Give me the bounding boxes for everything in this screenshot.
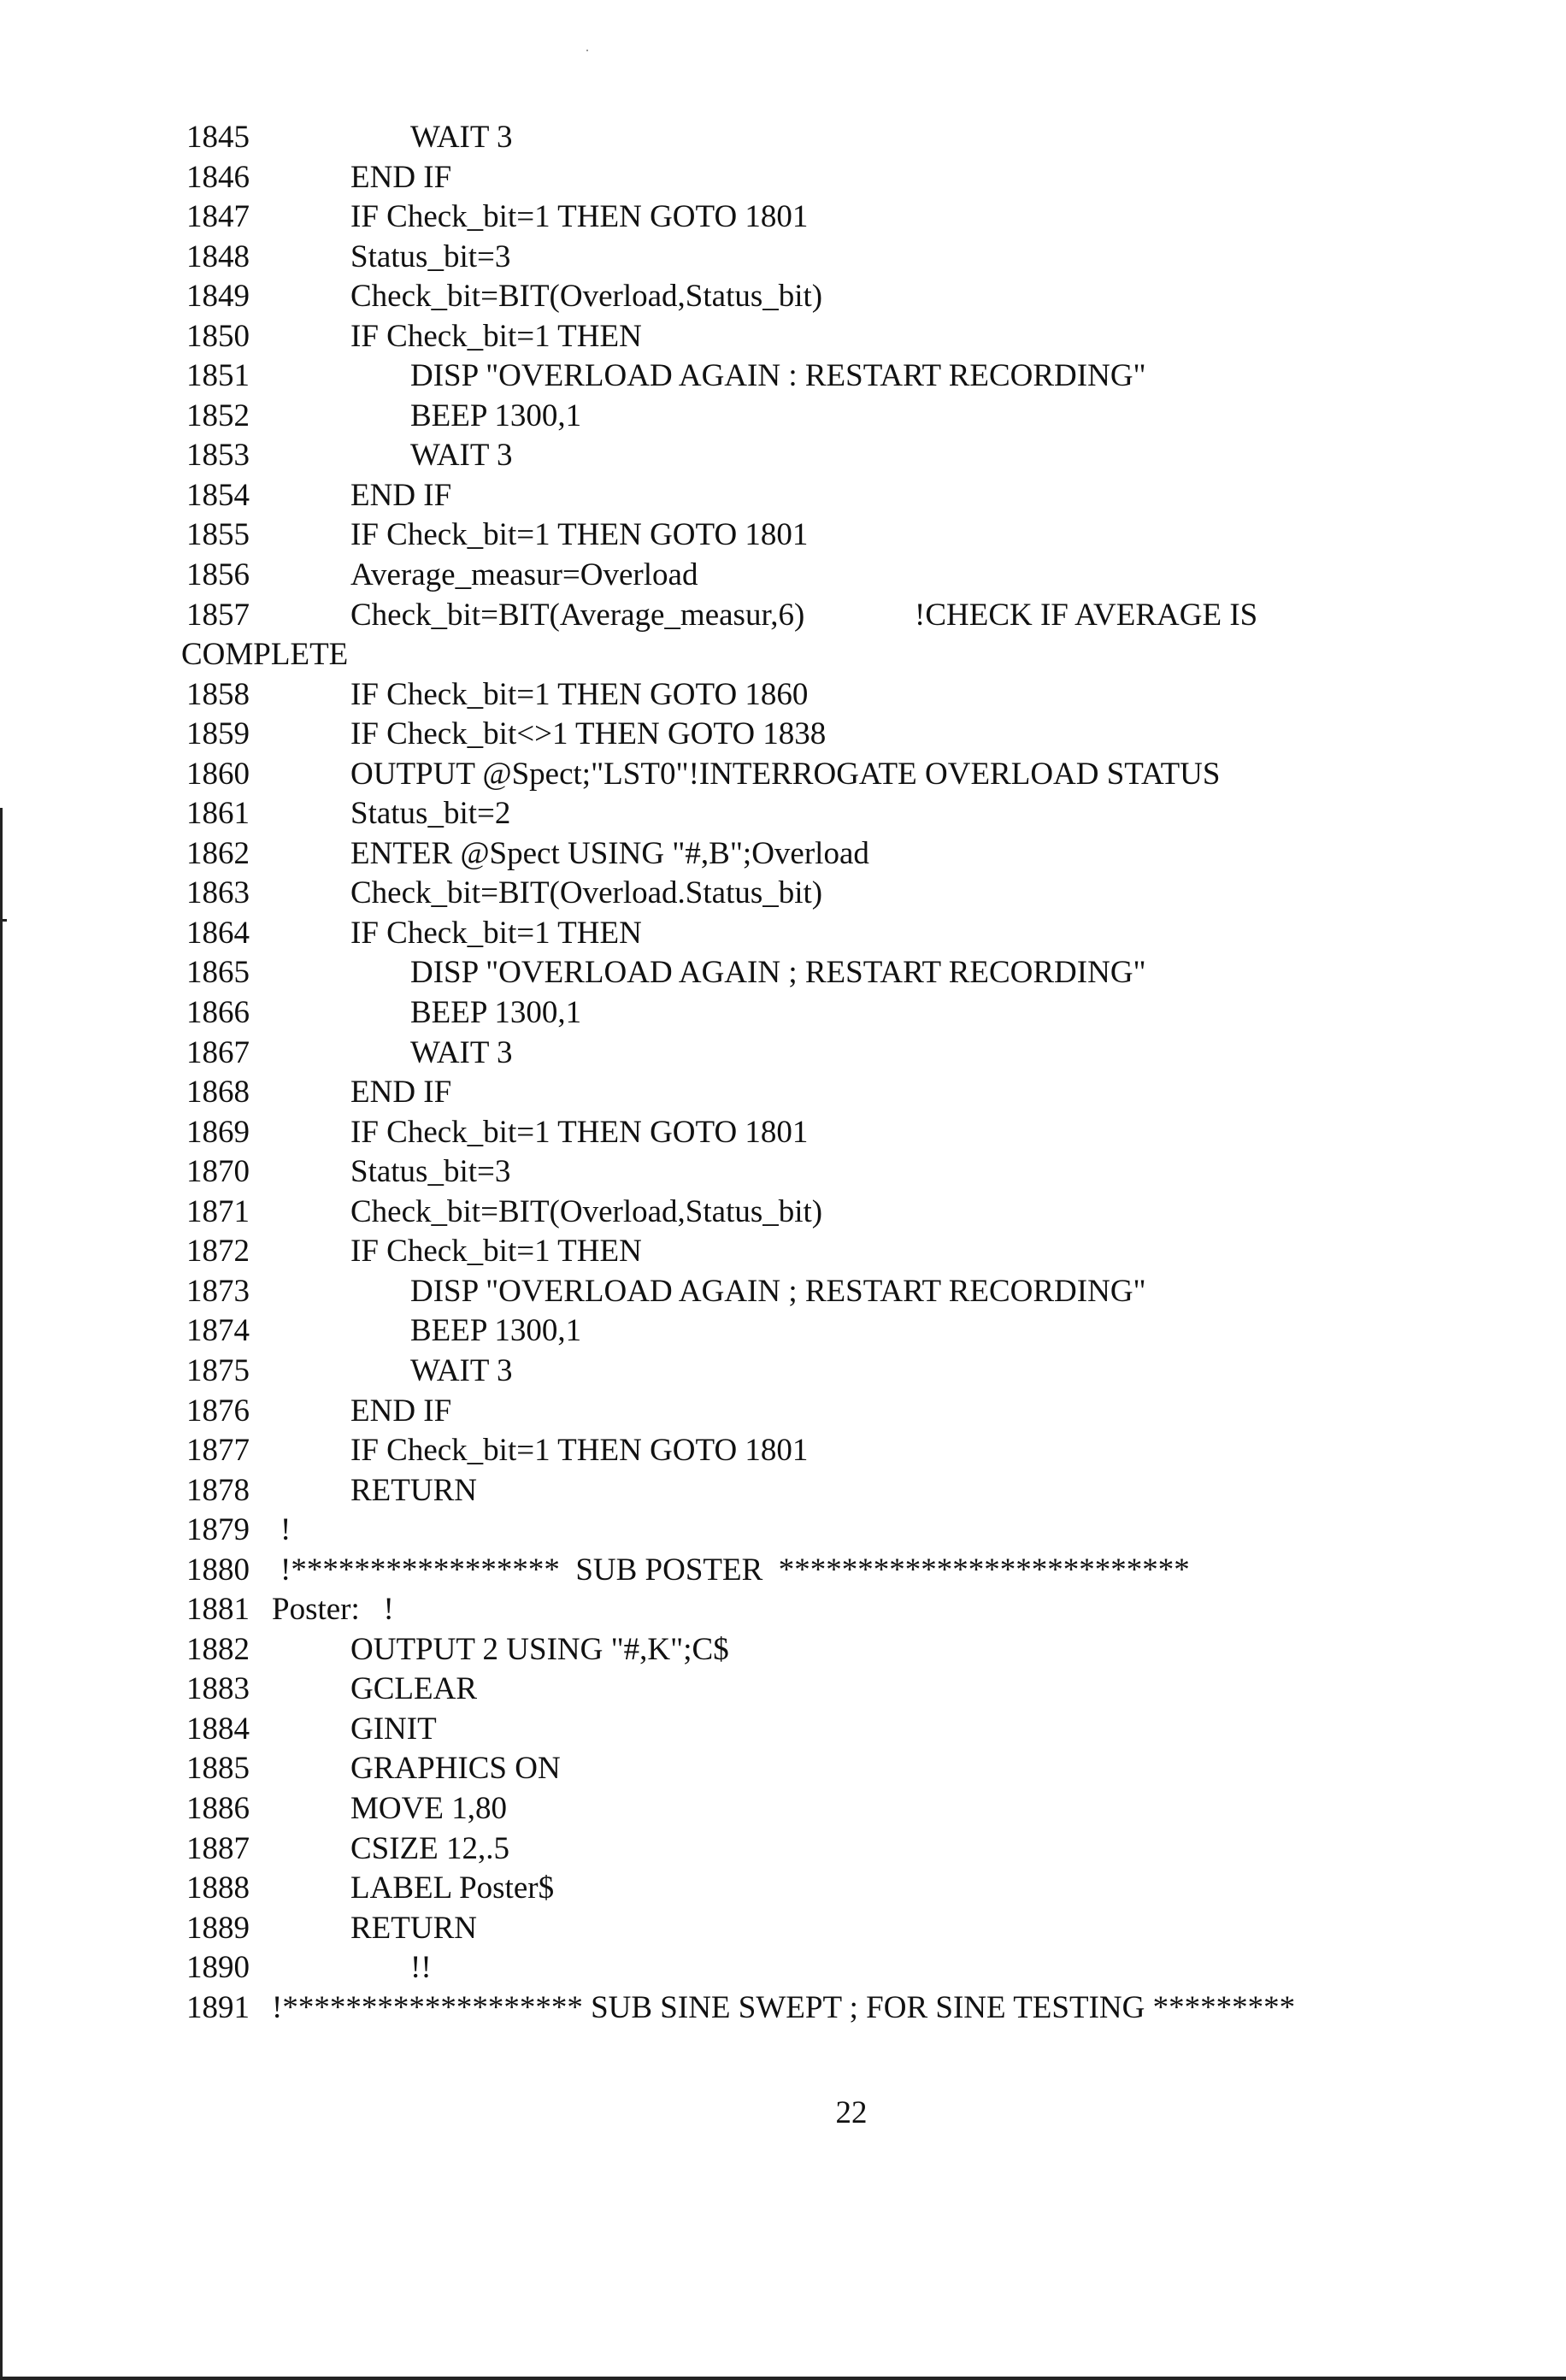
code-statement: Check_bit=BIT(Overload,Status_bit) [350, 1193, 823, 1229]
code-statement: Status_bit=3 [350, 239, 511, 274]
line-number: 1877 [186, 1433, 250, 1469]
code-statement: RETURN [350, 1910, 477, 1946]
line-number: 1891 [186, 1989, 250, 2025]
code-line [186, 914, 1520, 954]
code-line [186, 476, 1520, 516]
code-line [186, 794, 1520, 834]
scan-speck [586, 50, 588, 51]
code-line [186, 1392, 1520, 1432]
code-statement: IF Check_bit=1 THEN GOTO 1801 [350, 199, 809, 235]
line-number: 1857 [186, 597, 250, 633]
code-line [186, 1152, 1520, 1193]
code-line [186, 1034, 1520, 1074]
code-statement: Status_bit=3 [350, 1154, 511, 1190]
code-line [186, 1232, 1520, 1272]
code-statement: !***************** SUB POSTER ************************** [280, 1552, 1190, 1588]
line-number: 1876 [186, 1393, 250, 1429]
code-listing [181, 118, 1520, 2028]
line-number: 1878 [186, 1472, 250, 1508]
line-number: 1850 [186, 318, 250, 354]
code-line [186, 158, 1520, 198]
line-number: 1885 [186, 1751, 250, 1787]
code-statement: DISP "OVERLOAD AGAIN ; RESTART RECORDING" [410, 1273, 1146, 1309]
code-statement: END IF [350, 1075, 452, 1110]
inline-comment: !CHECK IF AVERAGE IS [915, 597, 1258, 633]
code-line [186, 397, 1520, 437]
code-statement: END IF [350, 477, 452, 513]
line-number: 1881 [186, 1592, 250, 1628]
line-number: 1874 [186, 1313, 250, 1349]
line-number: 1873 [186, 1273, 250, 1309]
code-line [186, 1590, 1520, 1630]
line-number: 1866 [186, 995, 250, 1031]
code-line [186, 356, 1520, 397]
code-line [186, 874, 1520, 914]
code-statement: IF Check_bit=1 THEN [350, 1234, 642, 1270]
line-number: 1882 [186, 1631, 250, 1667]
line-number: 1884 [186, 1711, 250, 1747]
code-statement: WAIT 3 [410, 1352, 513, 1388]
code-line [186, 1869, 1520, 1909]
code-statement: WAIT 3 [410, 120, 513, 155]
line-number: 1886 [186, 1790, 250, 1826]
line-number: 1869 [186, 1114, 250, 1150]
code-line [186, 1829, 1520, 1870]
line-number: 1845 [186, 120, 250, 155]
code-statement: OUTPUT 2 USING "#,K";C$ [350, 1631, 729, 1667]
code-line [186, 118, 1520, 158]
code-line [186, 1193, 1520, 1233]
line-number: 1865 [186, 955, 250, 991]
line-number: 1870 [186, 1154, 250, 1190]
code-line [186, 317, 1520, 357]
line-number: 1846 [186, 159, 250, 195]
code-line [186, 1471, 1520, 1511]
scan-edge-bottom [0, 2377, 1566, 2380]
code-statement: END IF [350, 1393, 452, 1429]
code-statement: OUTPUT @Spect;"LST0"!INTERROGATE OVERLOAD STATUS [350, 756, 1221, 792]
code-statement: END IF [350, 159, 452, 195]
line-number: 1856 [186, 557, 250, 593]
code-statement: Check_bit=BIT(Overload.Status_bit) [350, 875, 823, 911]
code-line [186, 1352, 1520, 1392]
code-statement: IF Check_bit=1 THEN GOTO 1801 [350, 1114, 809, 1150]
code-line [186, 1670, 1520, 1710]
code-line [186, 1073, 1520, 1113]
code-line [186, 1988, 1520, 2029]
line-number: 1867 [186, 1034, 250, 1070]
code-statement: WAIT 3 [410, 1034, 513, 1070]
page-number: 22 [835, 2095, 868, 2130]
code-line [186, 1710, 1520, 1750]
code-statement: IF Check_bit=1 THEN [350, 915, 642, 951]
code-statement: MOVE 1,80 [350, 1790, 507, 1826]
line-number: 1887 [186, 1830, 250, 1866]
code-line [186, 596, 1520, 636]
code-statement: CSIZE 12,.5 [350, 1830, 510, 1866]
line-number: 1849 [186, 279, 250, 315]
line-number: 1852 [186, 398, 250, 433]
code-statement: !******************* SUB SINE SWEPT ; FOR SINE TESTING ********* [272, 1989, 1296, 2025]
code-line [186, 1630, 1520, 1670]
code-line [186, 1431, 1520, 1471]
code-statement: GINIT [350, 1711, 437, 1747]
code-line [181, 635, 1520, 675]
code-statement: Check_bit=BIT(Overload,Status_bit) [350, 279, 823, 315]
line-number: 1848 [186, 239, 250, 274]
code-line [186, 1511, 1520, 1551]
code-statement: BEEP 1300,1 [410, 398, 582, 433]
code-line [186, 715, 1520, 755]
line-number: 1859 [186, 716, 250, 752]
line-number: 1863 [186, 875, 250, 911]
line-number: 1851 [186, 358, 250, 394]
code-statement: ! [280, 1512, 291, 1548]
code-line [186, 277, 1520, 317]
code-statement: GCLEAR [350, 1671, 477, 1707]
code-statement: ENTER @Spect USING "#,B";Overload [350, 835, 869, 871]
code-line [186, 675, 1520, 716]
code-line [186, 834, 1520, 875]
code-line [186, 993, 1520, 1034]
code-statement: IF Check_bit=1 THEN GOTO 1801 [350, 1433, 809, 1469]
code-statement: Check_bit=BIT(Average_measur,6) [350, 597, 805, 633]
line-number: 1860 [186, 756, 250, 792]
line-number: 1888 [186, 1870, 250, 1906]
line-number: 1880 [186, 1552, 250, 1588]
code-line [186, 556, 1520, 596]
code-statement: Poster: ! [272, 1592, 394, 1628]
line-number: 1890 [186, 1950, 250, 1986]
code-line [186, 515, 1520, 556]
code-statement: IF Check_bit=1 THEN GOTO 1860 [350, 676, 809, 712]
code-line [186, 1749, 1520, 1789]
line-number: 1862 [186, 835, 250, 871]
line-number: 1875 [186, 1352, 250, 1388]
code-statement: WAIT 3 [410, 438, 513, 474]
code-line [186, 1311, 1520, 1352]
code-statement: Average_measur=Overload [350, 557, 698, 593]
code-line [186, 1551, 1520, 1591]
line-number: 1861 [186, 796, 250, 832]
code-statement: LABEL Poster$ [350, 1870, 555, 1906]
code-statement: BEEP 1300,1 [410, 995, 582, 1031]
code-statement: DISP "OVERLOAD AGAIN : RESTART RECORDING" [410, 358, 1146, 394]
code-line [186, 436, 1520, 476]
line-number: 1883 [186, 1671, 250, 1707]
code-statement: !! [410, 1950, 432, 1986]
line-number: 1858 [186, 676, 250, 712]
code-line [186, 1789, 1520, 1829]
wrapped-continuation: COMPLETE [181, 637, 349, 673]
line-number: 1889 [186, 1910, 250, 1946]
line-number: 1864 [186, 915, 250, 951]
scan-edge-left [0, 808, 3, 2380]
code-statement: IF Check_bit=1 THEN GOTO 1801 [350, 517, 809, 553]
code-statement: DISP "OVERLOAD AGAIN ; RESTART RECORDING" [410, 955, 1146, 991]
code-statement: RETURN [350, 1472, 477, 1508]
code-line [186, 238, 1520, 278]
line-number: 1847 [186, 199, 250, 235]
code-line [186, 1909, 1520, 1949]
code-line [186, 1113, 1520, 1153]
line-number: 1853 [186, 438, 250, 474]
code-line [186, 953, 1520, 993]
code-line [186, 1948, 1520, 1988]
line-number: 1854 [186, 477, 250, 513]
code-statement: GRAPHICS ON [350, 1751, 561, 1787]
scan-edge-tick [0, 919, 7, 922]
code-statement: Status_bit=2 [350, 796, 511, 832]
code-line [186, 197, 1520, 238]
code-statement: IF Check_bit<>1 THEN GOTO 1838 [350, 716, 827, 752]
code-line [186, 755, 1520, 795]
code-statement: IF Check_bit=1 THEN [350, 318, 642, 354]
code-line [186, 1272, 1520, 1312]
line-number: 1871 [186, 1193, 250, 1229]
line-number: 1855 [186, 517, 250, 553]
line-number: 1872 [186, 1234, 250, 1270]
code-statement: BEEP 1300,1 [410, 1313, 582, 1349]
line-number: 1868 [186, 1075, 250, 1110]
line-number: 1879 [186, 1512, 250, 1548]
